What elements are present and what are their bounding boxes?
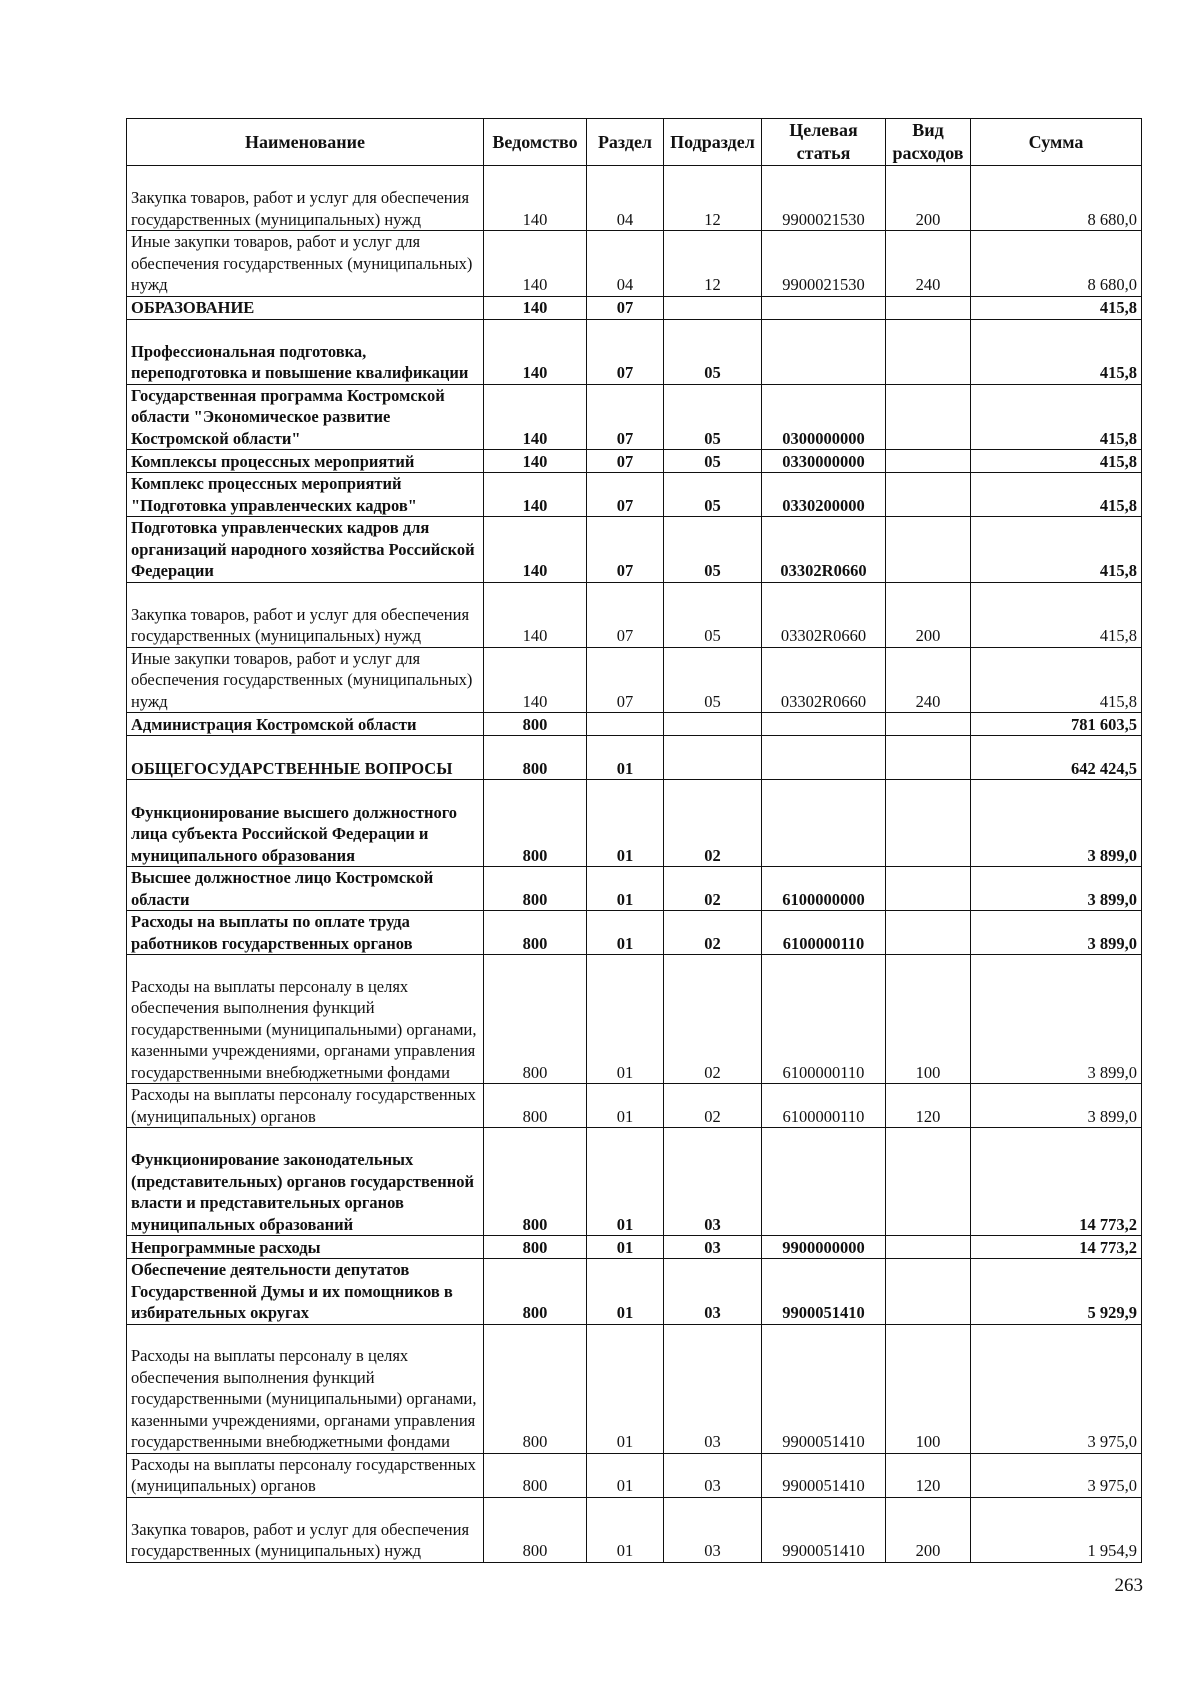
row-target-article-cell: 9900051410: [762, 1453, 886, 1497]
row-name-cell: Расходы на выплаты персоналу государственных (муниципальных) органов: [127, 1453, 484, 1497]
row-amount-cell: 3 975,0: [971, 1453, 1142, 1497]
row-subsection-cell: 03: [664, 1236, 762, 1259]
row-target-article-cell: 03302R0660: [762, 582, 886, 647]
row-expense-type-cell: 240: [886, 231, 971, 297]
row-subsection-cell: [664, 296, 762, 319]
row-amount-cell: 8 680,0: [971, 166, 1142, 231]
table-row: [127, 296, 1142, 319]
table-row: [127, 1453, 1142, 1497]
row-department-cell: 140: [484, 647, 587, 713]
row-name-cell: ОБРАЗОВАНИЕ: [127, 296, 484, 319]
table-row: [127, 384, 1142, 450]
row-subsection-cell: 03: [664, 1128, 762, 1236]
table-row: [127, 319, 1142, 384]
row-name-cell: Закупка товаров, работ и услуг для обеспечения государственных (муниципальных) нужд: [127, 1497, 484, 1562]
row-section-cell: 07: [587, 647, 664, 713]
row-subsection-cell: 05: [664, 450, 762, 473]
row-section-cell: 01: [587, 1236, 664, 1259]
page-number: 263: [1114, 1575, 1143, 1596]
table-row: [127, 911, 1142, 955]
row-target-article-cell: 9900051410: [762, 1497, 886, 1562]
table-row: [127, 166, 1142, 231]
table-row: [127, 1236, 1142, 1259]
table-row: [127, 231, 1142, 297]
row-subsection-cell: 05: [664, 582, 762, 647]
row-expense-type-cell: [886, 1236, 971, 1259]
row-target-article-cell: 9900021530: [762, 231, 886, 297]
header-department: Ведомство: [484, 119, 587, 166]
row-expense-type-cell: [886, 450, 971, 473]
row-amount-cell: 415,8: [971, 473, 1142, 517]
table-row: [127, 1084, 1142, 1128]
row-expense-type-cell: [886, 296, 971, 319]
row-expense-type-cell: [886, 517, 971, 583]
row-section-cell: 01: [587, 1497, 664, 1562]
row-name-cell: Расходы на выплаты персоналу государственных (муниципальных) органов: [127, 1084, 484, 1128]
row-section-cell: 01: [587, 867, 664, 911]
row-target-article-cell: 9900000000: [762, 1236, 886, 1259]
table-row: [127, 473, 1142, 517]
table-row: [127, 1259, 1142, 1325]
header-name: Наименование: [127, 119, 484, 166]
row-name-cell: Подготовка управленческих кадров для организаций народного хозяйства Российской Федерации: [127, 517, 484, 583]
row-department-cell: 800: [484, 955, 587, 1084]
row-department-cell: 140: [484, 517, 587, 583]
row-expense-type-cell: 240: [886, 647, 971, 713]
row-subsection-cell: 12: [664, 166, 762, 231]
row-subsection-cell: 03: [664, 1259, 762, 1325]
table-row: [127, 867, 1142, 911]
row-target-article-cell: 03302R0660: [762, 517, 886, 583]
row-subsection-cell: 05: [664, 384, 762, 450]
row-target-article-cell: [762, 736, 886, 780]
row-name-cell: ОБЩЕГОСУДАРСТВЕННЫЕ ВОПРОСЫ: [127, 736, 484, 780]
row-department-cell: 140: [484, 166, 587, 231]
row-section-cell: 07: [587, 582, 664, 647]
row-department-cell: 140: [484, 384, 587, 450]
row-expense-type-cell: [886, 867, 971, 911]
table-row: [127, 582, 1142, 647]
row-subsection-cell: 03: [664, 1453, 762, 1497]
row-name-cell: Государственная программа Костромской области "Экономическое развитие Костромской области": [127, 384, 484, 450]
row-amount-cell: 415,8: [971, 582, 1142, 647]
row-name-cell: Непрограммные расходы: [127, 1236, 484, 1259]
row-section-cell: [587, 713, 664, 736]
row-section-cell: 04: [587, 166, 664, 231]
row-department-cell: 140: [484, 319, 587, 384]
row-target-article-cell: 03302R0660: [762, 647, 886, 713]
row-section-cell: 01: [587, 1084, 664, 1128]
row-department-cell: 140: [484, 231, 587, 297]
row-name-cell: Функционирование законодательных (представительных) органов государственной власти и представительных органов муниципальных образований: [127, 1128, 484, 1236]
row-section-cell: 07: [587, 384, 664, 450]
row-expense-type-cell: 120: [886, 1453, 971, 1497]
row-name-cell: Расходы на выплаты персоналу в целях обеспечения выполнения функций государственными (муниципальными) органами, казенными учреждениями, органами управления государственными внебюджетными фондами: [127, 955, 484, 1084]
row-department-cell: 800: [484, 780, 587, 867]
row-expense-type-cell: 100: [886, 1324, 971, 1453]
row-department-cell: 800: [484, 867, 587, 911]
row-department-cell: 800: [484, 911, 587, 955]
row-subsection-cell: 02: [664, 780, 762, 867]
row-amount-cell: 5 929,9: [971, 1259, 1142, 1325]
row-expense-type-cell: [886, 319, 971, 384]
row-expense-type-cell: 200: [886, 1497, 971, 1562]
row-subsection-cell: [664, 713, 762, 736]
table-header: [127, 119, 1142, 166]
row-amount-cell: 3 899,0: [971, 780, 1142, 867]
table-row: [127, 1497, 1142, 1562]
row-section-cell: 01: [587, 955, 664, 1084]
row-subsection-cell: [664, 736, 762, 780]
row-name-cell: Комплекс процессных мероприятий "Подготовка управленческих кадров": [127, 473, 484, 517]
row-name-cell: Профессиональная подготовка, переподготовка и повышение квалификации: [127, 319, 484, 384]
row-expense-type-cell: [886, 473, 971, 517]
row-section-cell: 07: [587, 450, 664, 473]
row-subsection-cell: 05: [664, 517, 762, 583]
row-target-article-cell: [762, 713, 886, 736]
row-expense-type-cell: 200: [886, 166, 971, 231]
row-department-cell: 800: [484, 1453, 587, 1497]
row-subsection-cell: 12: [664, 231, 762, 297]
row-amount-cell: 3 899,0: [971, 867, 1142, 911]
row-amount-cell: 415,8: [971, 517, 1142, 583]
row-section-cell: 01: [587, 1453, 664, 1497]
row-section-cell: 07: [587, 473, 664, 517]
row-target-article-cell: 6100000000: [762, 867, 886, 911]
row-name-cell: Администрация Костромской области: [127, 713, 484, 736]
row-amount-cell: 14 773,2: [971, 1128, 1142, 1236]
row-target-article-cell: [762, 1128, 886, 1236]
row-section-cell: 01: [587, 1128, 664, 1236]
row-subsection-cell: 03: [664, 1324, 762, 1453]
row-department-cell: 800: [484, 1324, 587, 1453]
row-section-cell: 01: [587, 736, 664, 780]
row-amount-cell: 642 424,5: [971, 736, 1142, 780]
table-row: [127, 517, 1142, 583]
row-section-cell: 01: [587, 911, 664, 955]
row-target-article-cell: 6100000110: [762, 911, 886, 955]
row-amount-cell: 415,8: [971, 450, 1142, 473]
row-section-cell: 07: [587, 517, 664, 583]
table-row: [127, 1128, 1142, 1236]
row-subsection-cell: 02: [664, 867, 762, 911]
row-amount-cell: 415,8: [971, 319, 1142, 384]
row-expense-type-cell: [886, 911, 971, 955]
row-amount-cell: 3 899,0: [971, 911, 1142, 955]
row-department-cell: 800: [484, 1259, 587, 1325]
row-department-cell: 800: [484, 1497, 587, 1562]
table-row: [127, 736, 1142, 780]
header-subsection: Подраздел: [664, 119, 762, 166]
row-name-cell: Обеспечение деятельности депутатов Государственной Думы и их помощников в избирательных округах: [127, 1259, 484, 1325]
row-subsection-cell: 05: [664, 319, 762, 384]
row-section-cell: 07: [587, 296, 664, 319]
row-subsection-cell: 02: [664, 1084, 762, 1128]
table-body: [127, 166, 1142, 1563]
row-section-cell: 07: [587, 319, 664, 384]
row-section-cell: 01: [587, 1324, 664, 1453]
row-amount-cell: 415,8: [971, 296, 1142, 319]
row-name-cell: Расходы на выплаты персоналу в целях обеспечения выполнения функций государственными (муниципальными) органами, казенными учреждениями, органами управления государственными внебюджетными фондами: [127, 1324, 484, 1453]
row-subsection-cell: 05: [664, 647, 762, 713]
row-amount-cell: 3 899,0: [971, 955, 1142, 1084]
row-department-cell: 800: [484, 1084, 587, 1128]
budget-table: [126, 118, 1142, 1563]
row-subsection-cell: 05: [664, 473, 762, 517]
row-section-cell: 04: [587, 231, 664, 297]
table-row: [127, 647, 1142, 713]
row-expense-type-cell: 200: [886, 582, 971, 647]
row-name-cell: Закупка товаров, работ и услуг для обеспечения государственных (муниципальных) нужд: [127, 166, 484, 231]
row-subsection-cell: 02: [664, 955, 762, 1084]
header-section: Раздел: [587, 119, 664, 166]
row-expense-type-cell: [886, 780, 971, 867]
row-amount-cell: 3 975,0: [971, 1324, 1142, 1453]
table-row: [127, 450, 1142, 473]
row-section-cell: 01: [587, 1259, 664, 1325]
row-target-article-cell: [762, 319, 886, 384]
row-target-article-cell: 6100000110: [762, 955, 886, 1084]
row-department-cell: 140: [484, 450, 587, 473]
row-name-cell: Закупка товаров, работ и услуг для обеспечения государственных (муниципальных) нужд: [127, 582, 484, 647]
header-target-article: Целевая статья: [762, 119, 886, 166]
row-target-article-cell: 0300000000: [762, 384, 886, 450]
row-expense-type-cell: [886, 736, 971, 780]
row-amount-cell: 3 899,0: [971, 1084, 1142, 1128]
row-target-article-cell: [762, 780, 886, 867]
row-subsection-cell: 02: [664, 911, 762, 955]
row-amount-cell: 14 773,2: [971, 1236, 1142, 1259]
row-expense-type-cell: [886, 713, 971, 736]
row-department-cell: 800: [484, 1128, 587, 1236]
row-amount-cell: 1 954,9: [971, 1497, 1142, 1562]
row-department-cell: 140: [484, 582, 587, 647]
row-target-article-cell: 0330200000: [762, 473, 886, 517]
row-name-cell: Иные закупки товаров, работ и услуг для обеспечения государственных (муниципальных) нужд: [127, 647, 484, 713]
row-name-cell: Расходы на выплаты по оплате труда работников государственных органов: [127, 911, 484, 955]
row-target-article-cell: 0330000000: [762, 450, 886, 473]
table-row: [127, 780, 1142, 867]
row-subsection-cell: 03: [664, 1497, 762, 1562]
row-amount-cell: 415,8: [971, 647, 1142, 713]
table-row: [127, 1324, 1142, 1453]
row-department-cell: 140: [484, 296, 587, 319]
row-expense-type-cell: 120: [886, 1084, 971, 1128]
row-name-cell: Функционирование высшего должностного лица субъекта Российской Федерации и муниципального образования: [127, 780, 484, 867]
row-section-cell: 01: [587, 780, 664, 867]
row-target-article-cell: 9900051410: [762, 1324, 886, 1453]
row-amount-cell: 415,8: [971, 384, 1142, 450]
row-name-cell: Высшее должностное лицо Костромской области: [127, 867, 484, 911]
table-row: [127, 713, 1142, 736]
row-expense-type-cell: [886, 384, 971, 450]
table-row: [127, 955, 1142, 1084]
row-department-cell: 800: [484, 736, 587, 780]
row-target-article-cell: 9900051410: [762, 1259, 886, 1325]
row-name-cell: Комплексы процессных мероприятий: [127, 450, 484, 473]
row-name-cell: Иные закупки товаров, работ и услуг для обеспечения государственных (муниципальных) нужд: [127, 231, 484, 297]
row-amount-cell: 8 680,0: [971, 231, 1142, 297]
row-expense-type-cell: [886, 1259, 971, 1325]
row-amount-cell: 781 603,5: [971, 713, 1142, 736]
header-amount: Сумма: [971, 119, 1142, 166]
row-target-article-cell: [762, 296, 886, 319]
row-department-cell: 800: [484, 713, 587, 736]
row-target-article-cell: 9900021530: [762, 166, 886, 231]
row-department-cell: 800: [484, 1236, 587, 1259]
row-expense-type-cell: [886, 1128, 971, 1236]
row-expense-type-cell: 100: [886, 955, 971, 1084]
header-row: [127, 119, 1142, 166]
row-department-cell: 140: [484, 473, 587, 517]
row-target-article-cell: 6100000110: [762, 1084, 886, 1128]
header-expense-type: Вид расходов: [886, 119, 971, 166]
